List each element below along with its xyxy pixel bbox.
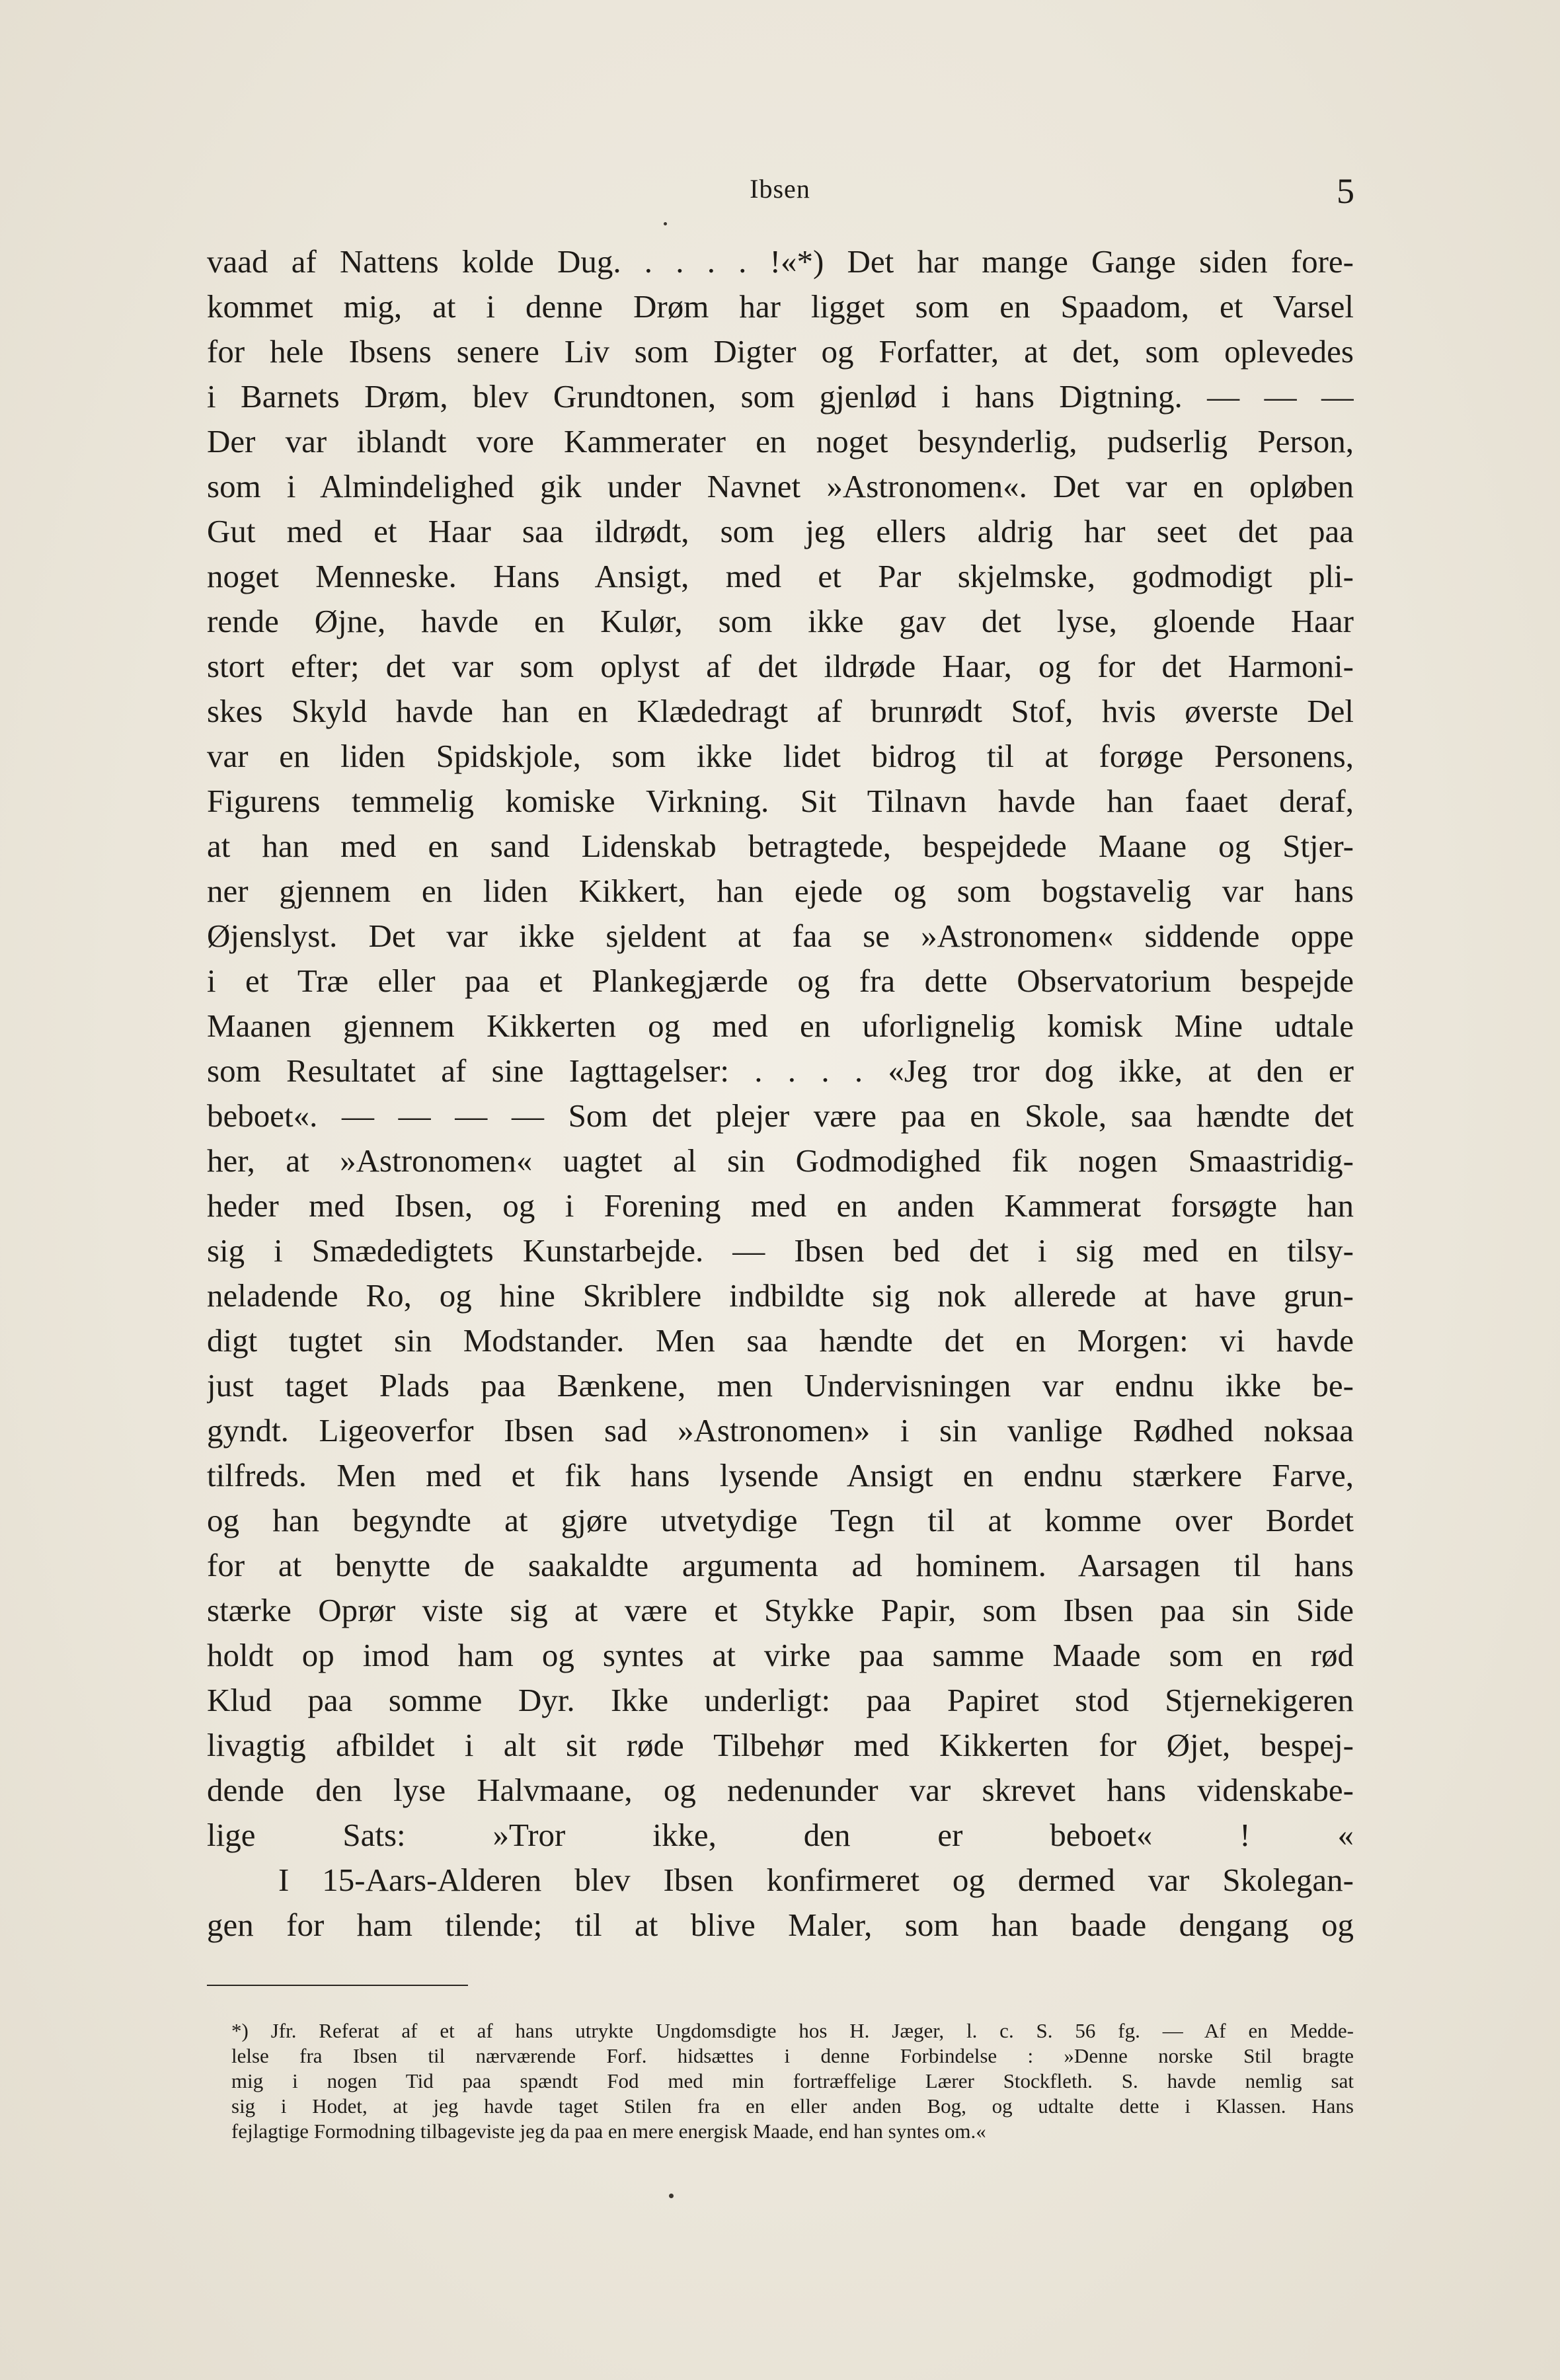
text-line: i Barnets Drøm, blev Grundtonen, som gjenlød i hans Digtning. — — — <box>207 378 1354 415</box>
text-line: kommet mig, at i denne Drøm har ligget som en Spaadom, et Varsel <box>207 288 1354 325</box>
text-line: som i Almindelighed gik under Navnet »Astronomen«. Det var en opløben <box>207 468 1354 504</box>
footnote-divider <box>207 1985 468 1986</box>
running-title: Ibsen <box>750 174 810 204</box>
footnote-line: *) Jfr. Referat af et af hans utrykte Ungdomsdigte hos H. Jæger, l. c. S. 56 fg. — Af en Medde- <box>231 2019 1354 2042</box>
text-line: at han med en sand Lidenskab betragtede, bespejdede Maane og Stjer- <box>207 828 1354 864</box>
text-line: sig i Smædedigtets Kunstarbejde. — Ibsen bed det i sig med en tilsy- <box>207 1232 1354 1269</box>
text-line: just taget Plads paa Bænkene, men Undervisningen var endnu ikke be- <box>207 1367 1354 1404</box>
text-line: her, at »Astronomen« uagtet al sin Godmodighed fik nogen Smaastridig- <box>207 1142 1354 1179</box>
text-line: livagtig afbildet i alt sit røde Tilbehør med Kikkerten for Øjet, bespej- <box>207 1727 1354 1763</box>
text-line: og han begyndte at gjøre utvetydige Tegn til at komme over Bordet <box>207 1502 1354 1538</box>
text-line: vaad af Nattens kolde Dug. . . . . !«*) Det har mange Gange siden fore- <box>207 243 1354 280</box>
text-line: stærke Oprør viste sig at være et Stykke Papir, som Ibsen paa sin Side <box>207 1592 1354 1628</box>
page-number: 5 <box>1337 171 1354 211</box>
text-line: ner gjennem en liden Kikkert, han ejede og som bogstavelig var hans <box>207 873 1354 909</box>
body-text <box>207 239 1354 1948</box>
text-line: stort efter; det var som oplyst af det ildrøde Haar, og for det Harmoni- <box>207 648 1354 684</box>
text-line: Maanen gjennem Kikkerten og med en uforlignelig komisk Mine udtale <box>207 1008 1354 1044</box>
text-line: holdt op imod ham og syntes at virke paa samme Maade som en rød <box>207 1637 1354 1673</box>
text-line: gen for ham tilende; til at blive Maler, som han baade dengang og <box>207 1907 1354 1943</box>
text-line: lige Sats: »Tror ikke, den er beboet« ! « <box>207 1817 1354 1853</box>
text-line: noget Menneske. Hans Ansigt, med et Par skjelmske, godmodigt pli- <box>207 558 1354 594</box>
paragraph-start-line: I 15-Aars-Alderen blev Ibsen konfirmeret og dermed var Skolegan- <box>278 1862 1354 1898</box>
text-line: for at benytte de saakaldte argumenta ad hominem. Aarsagen til hans <box>207 1547 1354 1583</box>
text-line: Gut med et Haar saa ildrødt, som jeg ellers aldrig har seet det paa <box>207 513 1354 549</box>
text-line: Der var iblandt vore Kammerater en noget besynderlig, pudserlig Person, <box>207 423 1354 459</box>
footnote-line: sig i Hodet, at jeg havde taget Stilen fra en eller anden Bog, og udtalte dette i Klassen. Hans <box>231 2094 1354 2118</box>
footnote <box>231 2018 1354 2144</box>
footnote-line: mig i nogen Tid paa spændt Fod med min fortræffelige Lærer Stockfleth. S. havde nemlig sat <box>231 2069 1354 2092</box>
text-line: som Resultatet af sine Iagttagelser: . . . . «Jeg tror dog ikke, at den er <box>207 1052 1354 1089</box>
footnote-line: fejlagtige Formodning tilbageviste jeg da paa en mere energisk Maade, end han syntes om.« <box>231 2120 986 2143</box>
text-line: i et Træ eller paa et Plankegjærde og fra dette Observatorium bespejde <box>207 963 1354 999</box>
text-line: Figurens temmelig komiske Virkning. Sit Tilnavn havde han faaet deraf, <box>207 783 1354 819</box>
text-line: skes Skyld havde han en Klædedragt af brunrødt Stof, hvis øverste Del <box>207 693 1354 729</box>
text-line: neladende Ro, og hine Skriblere indbildte sig nok allerede at have grun- <box>207 1277 1354 1314</box>
text-line: dende den lyse Halvmaane, og nedenunder var skrevet hans videnskabe- <box>207 1772 1354 1808</box>
text-line: Øjenslyst. Det var ikke sjeldent at faa se »Astronomen« siddende oppe <box>207 918 1354 954</box>
text-line: Klud paa somme Dyr. Ikke underligt: paa Papiret stod Stjernekigeren <box>207 1682 1354 1718</box>
text-line: gyndt. Ligeoverfor Ibsen sad »Astronomen» i sin vanlige Rødhed noksaa <box>207 1412 1354 1448</box>
text-line: beboet«. — — — — Som det plejer være paa en Skole, saa hændte det <box>207 1097 1354 1134</box>
text-line: heder med Ibsen, og i Forening med en anden Kammerat forsøgte han <box>207 1187 1354 1224</box>
text-line: var en liden Spidskjole, som ikke lidet bidrog til at forøge Personens, <box>207 738 1354 774</box>
text-line: tilfreds. Men med et fik hans lysende Ansigt en endnu stærkere Farve, <box>207 1457 1354 1493</box>
text-line: for hele Ibsens senere Liv som Digter og Forfatter, at det, som oplevedes <box>207 333 1354 370</box>
footnote-line: lelse fra Ibsen til nærværende Forf. hidsættes i denne Forbindelse : »Denne norske Stil bragte <box>231 2044 1354 2067</box>
text-line: rende Øjne, havde en Kulør, som ikke gav det lyse, gloende Haar <box>207 603 1354 639</box>
paper-speck <box>669 2194 674 2198</box>
text-line: digt tugtet sin Modstander. Men saa hændte det en Morgen: vi havde <box>207 1322 1354 1359</box>
paper-speck <box>664 222 667 225</box>
